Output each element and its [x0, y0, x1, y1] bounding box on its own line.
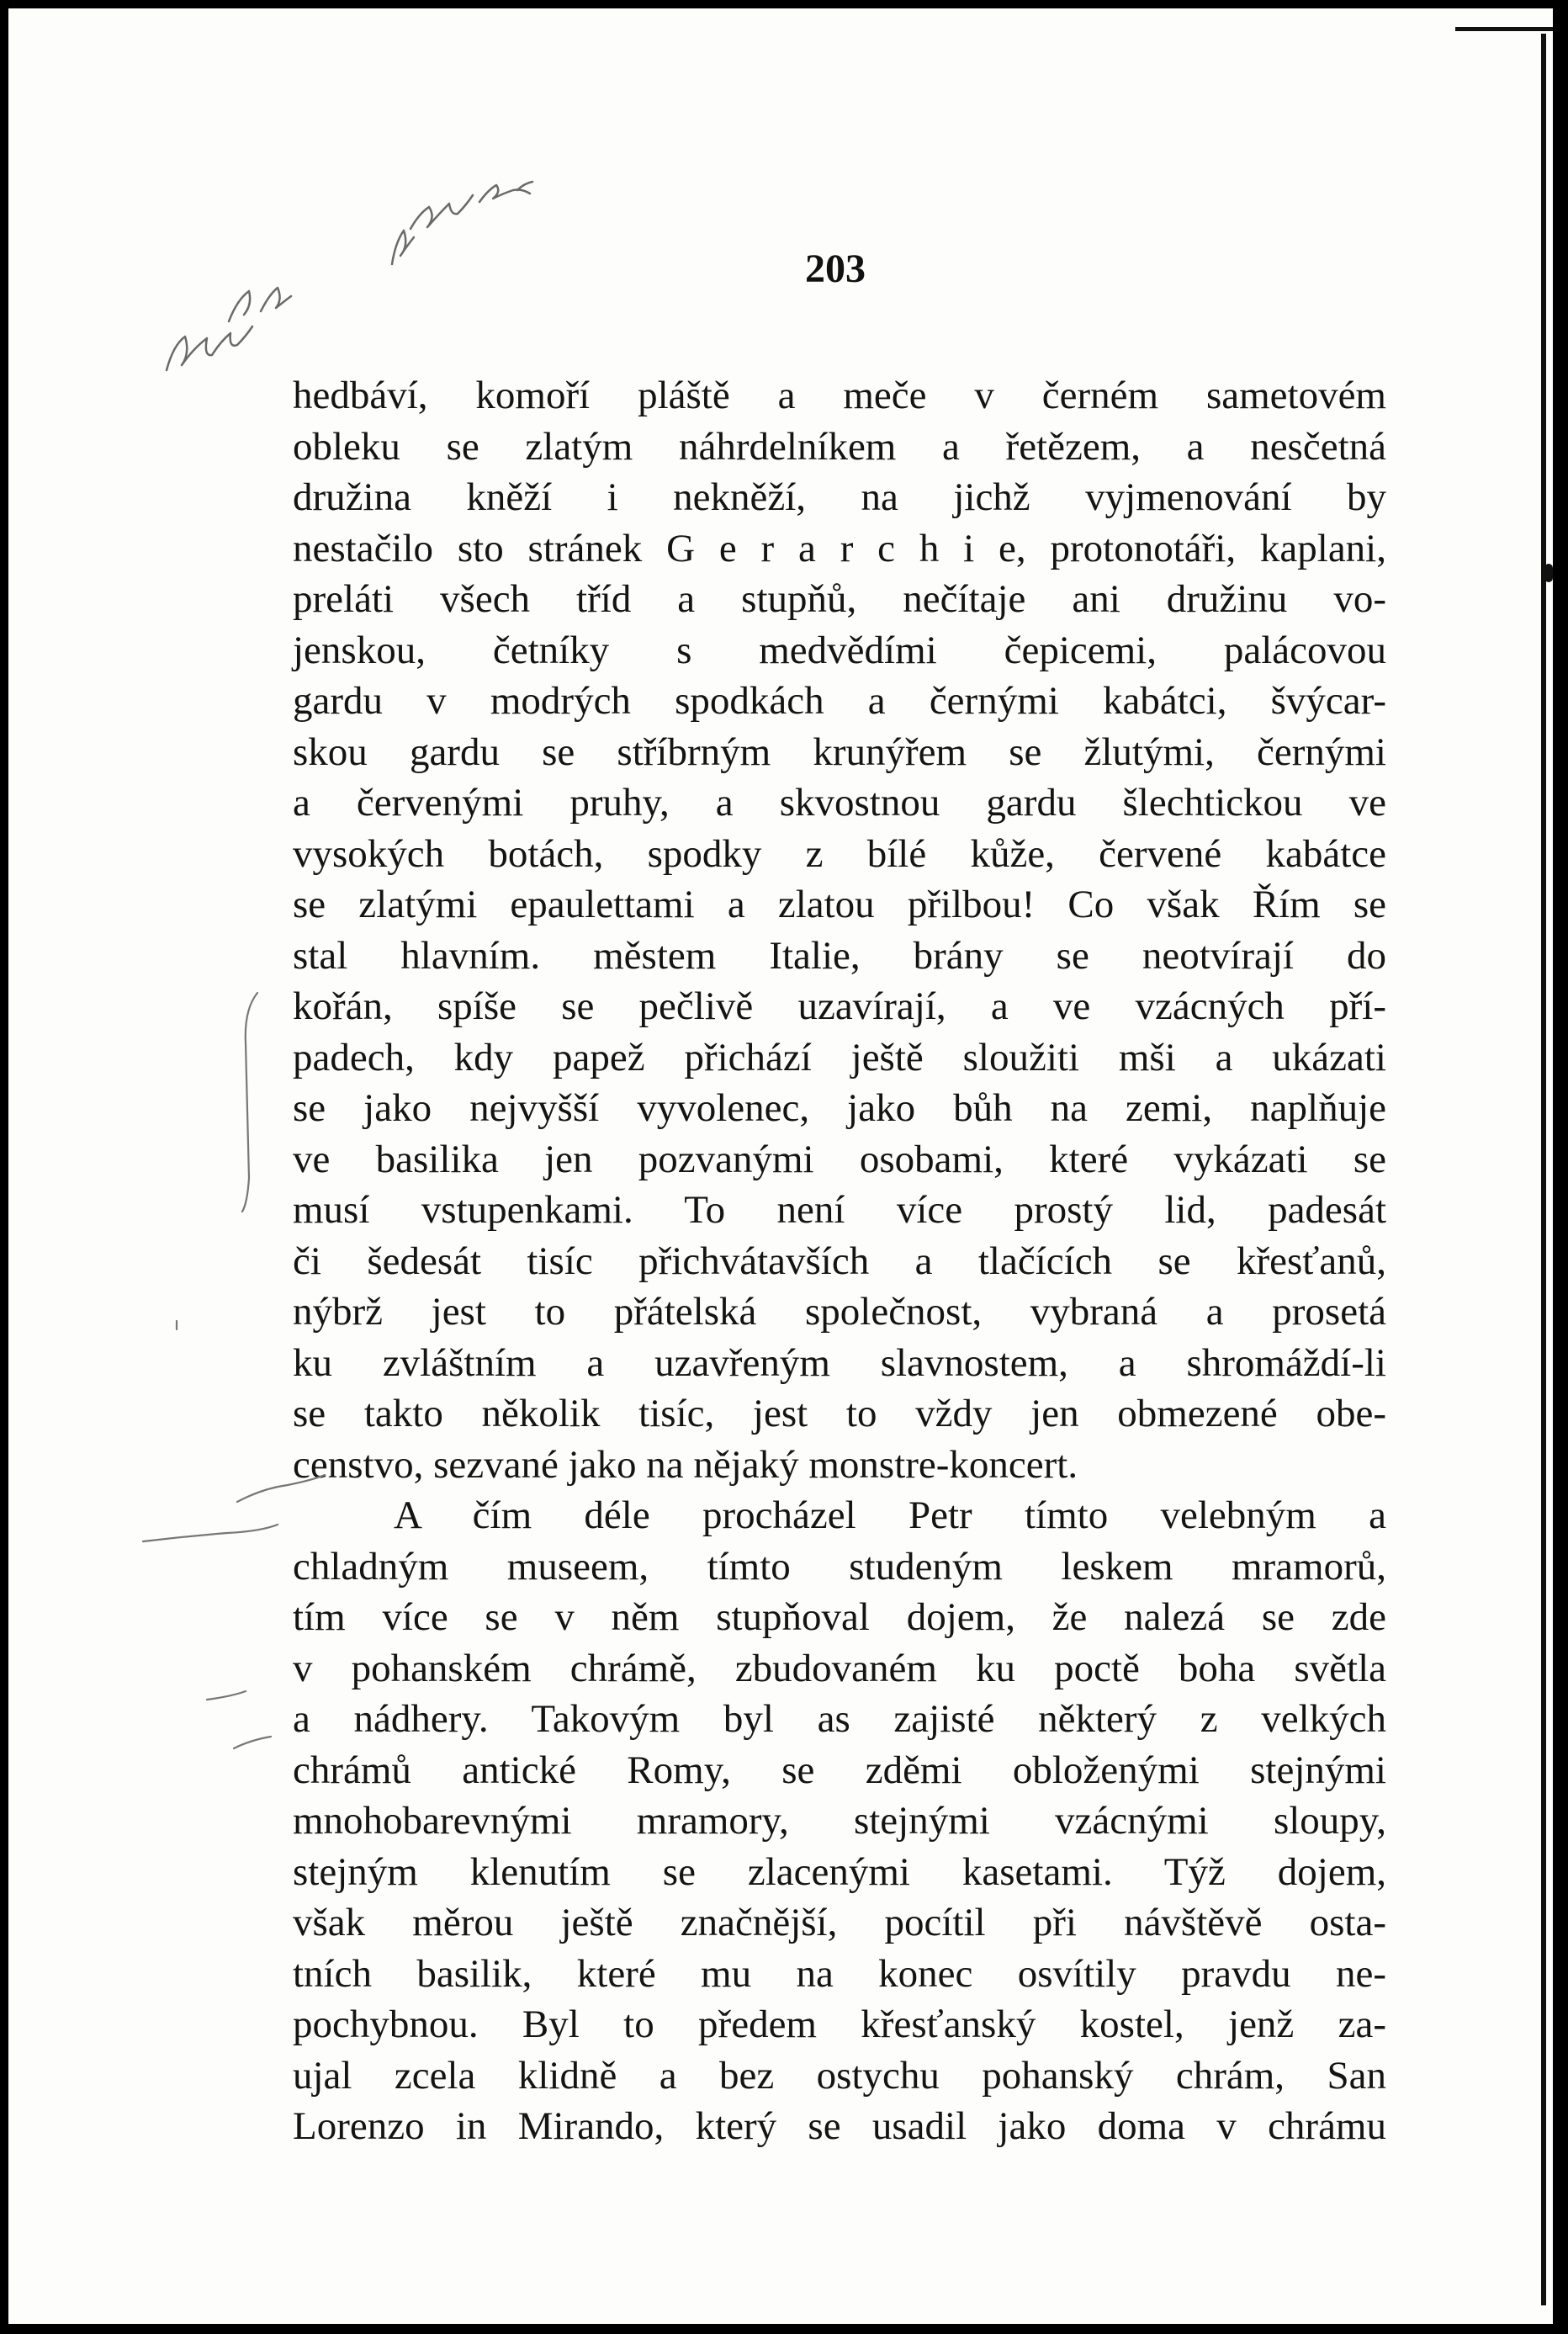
text-line: se zlatými epaulettami a zlatou přilbou! Co však Řím se: [293, 883, 1386, 926]
text-line: jenskou, četníky s medvědími čepicemi, palácovou: [293, 628, 1386, 672]
text-line: však měrou ještě značnější, pocítil při návštěvě osta-: [293, 1901, 1386, 1944]
text-line: Lorenzo in Mirando, který se usadil jako doma v chrámu: [293, 2104, 1386, 2148]
text-line: stejným klenutím se zlacenými kasetami. Týž dojem,: [293, 1849, 1386, 1894]
text-line: tím více se v něm stupňoval dojem, že nalezá se zde: [293, 1595, 1386, 1639]
text-line: nýbrž jest to přátelská společnost, vybraná a prosetá: [293, 1290, 1386, 1334]
text-line: ku zvláštním a uzavřeným slavnostem, a shromáždí-li: [293, 1340, 1386, 1385]
text-line: a nádhery. Takovým byl as zajisté některý z velkých: [293, 1697, 1386, 1741]
text-line: skou gardu se stříbrným krunýřem se žlutými, černými: [293, 729, 1386, 774]
text-line: se jako nejvyšší vyvolenec, jako bůh na zemi, naplňuje: [293, 1086, 1386, 1130]
text-line-paragraph-end: censtvo, sezvané jako na nějaký monstre-koncert.: [293, 1442, 1078, 1487]
text-line: stal hlavním. městem Italie, brány se neotvírají do: [293, 933, 1386, 978]
text-line: kořán, spíše se pečlivě uzavírají, a ve vzácných pří-: [293, 984, 1386, 1028]
right-edge-mark: [1544, 564, 1553, 582]
text-line: hedbáví, komoří pláště a meče v černém sametovém: [293, 374, 1386, 417]
text-line: či šedesát tisíc přichvátavších a tlačících se křesťanů,: [293, 1239, 1386, 1283]
text-line: pochybnou. Byl to předem křesťanský kostel, jenž za-: [293, 2002, 1386, 2046]
text-line: se takto několik tisíc, jest to vždy jen obmezené obe-: [293, 1392, 1386, 1435]
text-line: v pohanském chrámě, zbudovaném ku poctě boha světla: [293, 1646, 1386, 1690]
text-line: vysokých botách, spodky z bílé kůže, červené kabátce: [293, 831, 1386, 876]
text-line: ve basilika jen pozvanými osobami, které vykázati se: [293, 1137, 1386, 1181]
text-line: mnohobarevnými mramory, stejnými vzácnými sloupy,: [293, 1799, 1386, 1843]
text-line: chladným museem, tímto studeným leskem mramorů,: [293, 1544, 1386, 1589]
top-edge-rule: [1455, 27, 1553, 31]
book-page: [8, 8, 1553, 2324]
text-line: gardu v modrých spodkách a černými kabátci, švýcar-: [293, 679, 1386, 723]
text-line: tních basilik, které mu na konec osvítily pravdu ne-: [293, 1951, 1386, 1996]
text-line: obleku se zlatým náhrdelníkem a řetězem, a nesčetná: [293, 424, 1386, 469]
text-line: chrámů antické Romy, se zděmi obloženými stejnými: [293, 1748, 1386, 1792]
text-line: družina kněží i nekněží, na jichž vyjmenování by: [293, 475, 1386, 519]
right-edge-rule: [1541, 34, 1546, 2305]
text-line: nestačilo sto stránek G e r a r c h i e, protonotáři, kaplani,: [293, 526, 1386, 570]
text-line: a červenými pruhy, a skvostnou gardu šlechtickou ve: [293, 781, 1386, 825]
text-line-paragraph-start: A čím déle procházel Petr tímto velebným a: [394, 1493, 1386, 1537]
text-line: musí vstupenkami. To není více prostý lid, padesát: [293, 1188, 1386, 1232]
page-number: 203: [805, 247, 866, 291]
handwritten-note-icon: [167, 182, 532, 370]
text-line: preláti všech tříd a stupňů, nečítaje ani družinu vo-: [293, 577, 1386, 621]
body-text: [293, 370, 1386, 2152]
text-line: padech, kdy papež přichází ještě sloužiti mši a ukázati: [293, 1035, 1386, 1079]
text-line: ujal zcela klidně a bez ostychu pohanský chrám, San: [293, 2053, 1386, 2098]
